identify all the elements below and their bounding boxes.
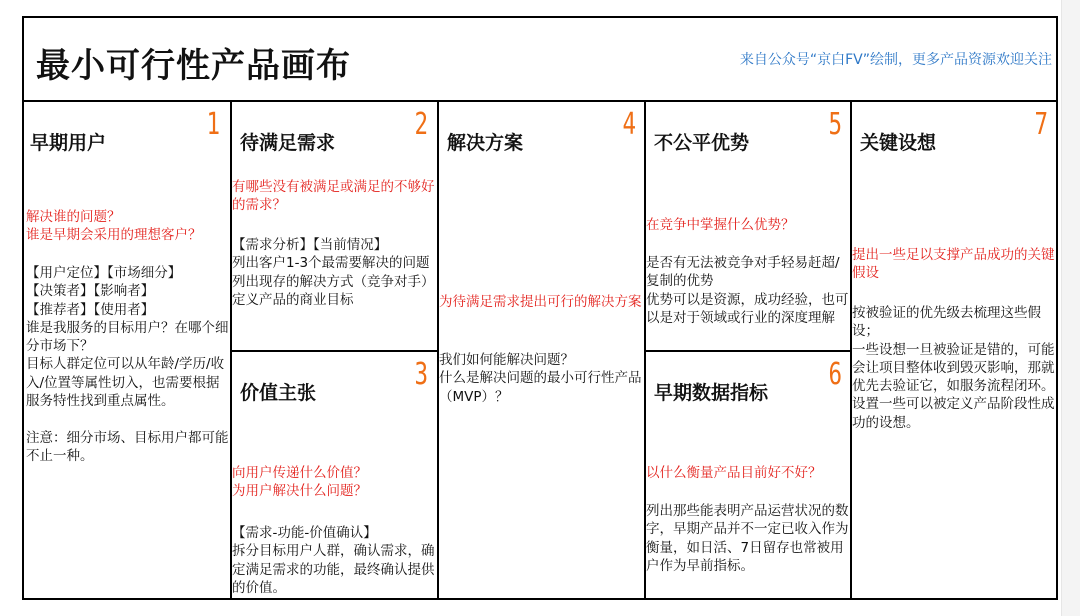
section-question: 解决谁的问题？ 谁是早期会采用的理想客户？ bbox=[26, 209, 202, 244]
section-question: 在竞争中掌握什么优势？ bbox=[646, 217, 795, 233]
section-body: 按被验证的优先级去梳理这些假设； 一些设想一旦被验证是错的，可能会让项目整体收到毁灭影响，那就优先去验证它，如服务流程闭环。 设置一些可以被定义产品阶段性成功的设想。 bbox=[852, 305, 1055, 431]
section-number: 4 bbox=[622, 107, 636, 142]
credit-text: 来自公众号“京白FV”绘制，更多产品资源欢迎关注 bbox=[739, 52, 1052, 68]
section-number: 5 bbox=[828, 107, 842, 142]
section-heading-early-users: 早期用户 bbox=[30, 132, 107, 154]
page-title: 最小可行性产品画布 bbox=[36, 46, 351, 86]
section-question: 有哪些没有被满足或满足的不够好的需求？ bbox=[232, 179, 435, 214]
header-divider bbox=[24, 100, 1056, 102]
section-body: 【需求分析】【当前情况】 列出客户1-3个最需要解决的问题 列出现存的解决方式（竞争对手） 定义产品的商业目标 bbox=[232, 237, 435, 308]
section-heading-key-assumptions: 关键设想 bbox=[860, 132, 937, 154]
section-question: 提出一些足以支撑产品成功的关键假设 bbox=[852, 247, 1055, 282]
section-heading-solution: 解决方案 bbox=[447, 132, 524, 154]
section-question: 为待满足需求提出可行的解决方案 bbox=[439, 294, 642, 310]
vertical-scrollbar[interactable] bbox=[1061, 0, 1080, 616]
row-divider bbox=[230, 350, 439, 352]
section-number: 3 bbox=[414, 357, 428, 392]
section-number: 7 bbox=[1034, 107, 1048, 142]
section-number: 6 bbox=[828, 357, 842, 392]
section-number: 2 bbox=[414, 107, 428, 142]
section-body: 列出那些能表明产品运营状况的数字，早期产品并不一定已收入作为衡量，如日活、7日留存也常被用户作为早前指标。 bbox=[646, 503, 849, 574]
mvp-canvas bbox=[22, 16, 1058, 600]
section-number: 1 bbox=[206, 107, 220, 142]
section-question: 向用户传递什么价值？ 为用户解决什么问题？ bbox=[232, 465, 367, 500]
section-body: 我们如何能解决问题？ 什么是解决问题的最小可行性产品（MVP）？ bbox=[439, 352, 642, 405]
section-heading-early-metrics: 早期数据指标 bbox=[654, 382, 769, 404]
section-heading-needs: 待满足需求 bbox=[240, 132, 336, 154]
row-divider bbox=[644, 350, 852, 352]
section-heading-unfair-advantage: 不公平优势 bbox=[654, 132, 750, 154]
section-heading-value-proposition: 价值主张 bbox=[240, 382, 317, 404]
section-body: 【需求-功能-价值确认】 拆分目标用户人群，确认需求，确定满足需求的功能，最终确认提供的价值。 bbox=[232, 525, 435, 596]
section-body: 是否有无法被竞争对手轻易赶超/复制的优势 优势可以是资源，成功经验，也可以是对于领域或行业的深度理解 bbox=[646, 255, 849, 326]
section-body: 【用户定位】【市场细分】 【决策者】【影响者】 【推荐者】【使用者】 谁是我服务的目标用户？在哪个细分市场下？ 目标人群定位可以从年龄/学历/收入/位置等属性切入，也需要根据服务特性找到重点属性。 注意：细分市场、目标用户都可能不止一种。 bbox=[26, 265, 229, 464]
section-question: 以什么衡量产品目前好不好？ bbox=[646, 465, 822, 481]
